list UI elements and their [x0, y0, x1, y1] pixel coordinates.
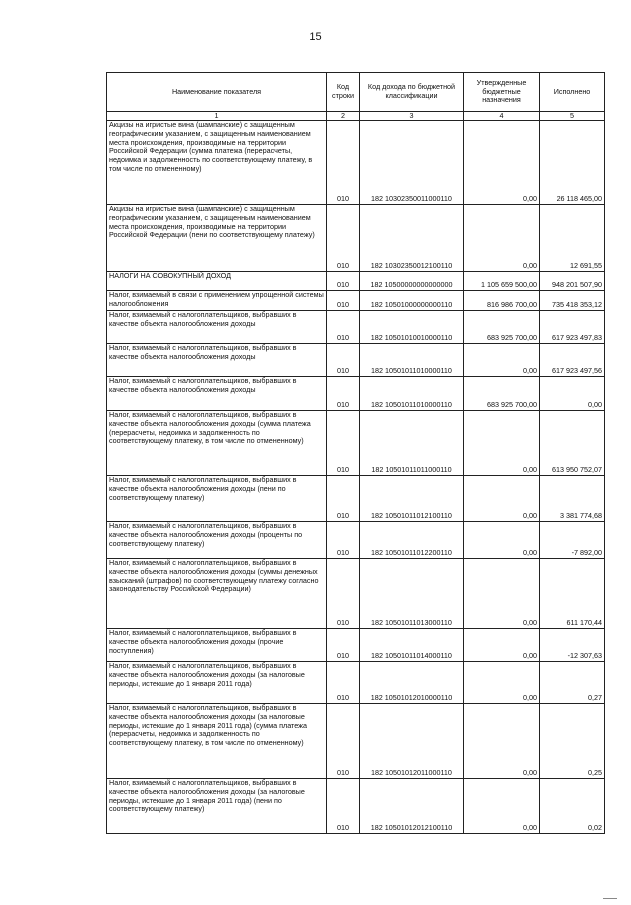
- executed-amount-cell: 26 118 465,00: [540, 121, 605, 205]
- table-row: [107, 344, 605, 377]
- approved-amount-cell: 0,00: [464, 662, 540, 704]
- executed-amount-cell: 617 923 497,83: [540, 311, 605, 344]
- approved-amount-cell: 816 986 700,00: [464, 291, 540, 311]
- executed-amount-cell: -12 307,63: [540, 629, 605, 662]
- revenue-code-cell: 182 10501012010000110: [360, 662, 464, 704]
- indicator-name-cell: Налог, взимаемый с налогоплательщиков, выбравших в качестве объекта налогообложения доходы (за налоговые периоды, истекшие до 1 января 2011 года) (сумма платежа (перерасчеты, недоимка и задолженность по соответствующему платежу, в том числе по отмененному): [107, 704, 327, 779]
- header-executed: Исполнено: [540, 73, 605, 112]
- revenue-code-cell: 182 10501010010000110: [360, 311, 464, 344]
- table-row: [107, 272, 605, 291]
- approved-amount-cell: 0,00: [464, 205, 540, 272]
- header-approved: Утвержденные бюджетные назначения: [464, 73, 540, 112]
- table-row: [107, 205, 605, 272]
- indicator-name-cell: Налог, взимаемый в связи с применением упрощенной системы налогообложения: [107, 291, 327, 311]
- revenue-code-cell: 182 10302350011000110: [360, 121, 464, 205]
- revenue-code-cell: 182 10501011014000110: [360, 629, 464, 662]
- revenue-code-cell: 182 10501012012100110: [360, 779, 464, 834]
- executed-amount-cell: 0,02: [540, 779, 605, 834]
- line-code-cell: 010: [327, 205, 360, 272]
- revenue-code-cell: 182 10501012011000110: [360, 704, 464, 779]
- table-row: [107, 121, 605, 205]
- executed-amount-cell: 3 381 774,68: [540, 476, 605, 522]
- line-code-cell: 010: [327, 121, 360, 205]
- indicator-name-cell: Налог, взимаемый с налогоплательщиков, выбравших в качестве объекта налогообложения доходы (за налоговые периоды, истекшие до 1 января 2011 года): [107, 662, 327, 704]
- table-header-row: [107, 73, 605, 112]
- line-code-cell: 010: [327, 476, 360, 522]
- line-code-cell: 010: [327, 344, 360, 377]
- line-code-cell: 010: [327, 559, 360, 629]
- approved-amount-cell: 0,00: [464, 629, 540, 662]
- revenue-code-cell: 182 10501011012100110: [360, 476, 464, 522]
- line-code-cell: 010: [327, 311, 360, 344]
- approved-amount-cell: 0,00: [464, 704, 540, 779]
- column-number: 3: [360, 112, 464, 121]
- header-line-code: Код строки: [327, 73, 360, 112]
- column-number: 5: [540, 112, 605, 121]
- executed-amount-cell: 611 170,44: [540, 559, 605, 629]
- line-code-cell: 010: [327, 272, 360, 291]
- approved-amount-cell: 0,00: [464, 121, 540, 205]
- revenue-code-cell: 182 10500000000000000: [360, 272, 464, 291]
- indicator-name-cell: Налог, взимаемый с налогоплательщиков, выбравших в качестве объекта налогообложения доходы (прочие поступления): [107, 629, 327, 662]
- table-row: [107, 559, 605, 629]
- table-row: [107, 476, 605, 522]
- executed-amount-cell: -7 892,00: [540, 522, 605, 559]
- indicator-name-cell: Налог, взимаемый с налогоплательщиков, выбравших в качестве объекта налогообложения доходы (суммы денежных взысканий (штрафов) по соответствующему платежу согласно законодательству Российской Федерации): [107, 559, 327, 629]
- line-code-cell: 010: [327, 704, 360, 779]
- table-row: [107, 629, 605, 662]
- indicator-name-cell: Налог, взимаемый с налогоплательщиков, выбравших в качестве объекта налогообложения доходы (проценты по соответствующему платежу): [107, 522, 327, 559]
- table-row: [107, 662, 605, 704]
- revenue-code-cell: 182 10501011012200110: [360, 522, 464, 559]
- line-code-cell: 010: [327, 377, 360, 411]
- line-code-cell: 010: [327, 662, 360, 704]
- approved-amount-cell: 0,00: [464, 411, 540, 476]
- approved-amount-cell: 0,00: [464, 559, 540, 629]
- approved-amount-cell: 0,00: [464, 344, 540, 377]
- executed-amount-cell: 0,00: [540, 377, 605, 411]
- executed-amount-cell: 12 691,55: [540, 205, 605, 272]
- indicator-name-cell: НАЛОГИ НА СОВОКУПНЫЙ ДОХОД: [107, 272, 327, 291]
- approved-amount-cell: 683 925 700,00: [464, 311, 540, 344]
- revenue-code-cell: 182 10302350012100110: [360, 205, 464, 272]
- executed-amount-cell: 735 418 353,12: [540, 291, 605, 311]
- approved-amount-cell: 683 925 700,00: [464, 377, 540, 411]
- revenue-code-cell: 182 10501000000000110: [360, 291, 464, 311]
- indicator-name-cell: Налог, взимаемый с налогоплательщиков, выбравших в качестве объекта налогообложения доходы: [107, 344, 327, 377]
- executed-amount-cell: 0,25: [540, 704, 605, 779]
- approved-amount-cell: 0,00: [464, 779, 540, 834]
- line-code-cell: 010: [327, 411, 360, 476]
- indicator-name-cell: Акцизы на игристые вина (шампанские) с защищенным географическим указанием, с защищенным наименованием места происхождения, производимые на территории Российской Федерации (сумма платежа (перерасчеты, недоимка и задолженность по соответствующему платежу, в том числе по отмененному): [107, 121, 327, 205]
- executed-amount-cell: 613 950 752,07: [540, 411, 605, 476]
- indicator-name-cell: Налог, взимаемый с налогоплательщиков, выбравших в качестве объекта налогообложения доходы: [107, 311, 327, 344]
- approved-amount-cell: 0,00: [464, 522, 540, 559]
- line-code-cell: 010: [327, 629, 360, 662]
- table-row: [107, 411, 605, 476]
- indicator-name-cell: Налог, взимаемый с налогоплательщиков, выбравших в качестве объекта налогообложения доходы (сумма платежа (перерасчеты, недоимка и задолженность по соответствующему платежу, в том числе по отмененному): [107, 411, 327, 476]
- table-row: [107, 779, 605, 834]
- table-row: [107, 291, 605, 311]
- executed-amount-cell: 617 923 497,56: [540, 344, 605, 377]
- budget-execution-table: [106, 72, 605, 834]
- table-row: [107, 377, 605, 411]
- revenue-code-cell: 182 10501011011000110: [360, 411, 464, 476]
- line-code-cell: 010: [327, 291, 360, 311]
- table-row: [107, 704, 605, 779]
- indicator-name-cell: Налог, взимаемый с налогоплательщиков, выбравших в качестве объекта налогообложения доходы (за налоговые периоды, истекшие до 1 января 2011 года) (пени по соответствующему платежу): [107, 779, 327, 834]
- page-number: 15: [309, 31, 322, 43]
- revenue-code-cell: 182 10501011013000110: [360, 559, 464, 629]
- scan-artifact: [603, 898, 617, 899]
- executed-amount-cell: 948 201 507,90: [540, 272, 605, 291]
- indicator-name-cell: Налог, взимаемый с налогоплательщиков, выбравших в качестве объекта налогообложения доходы: [107, 377, 327, 411]
- revenue-code-cell: 182 10501011010000110: [360, 344, 464, 377]
- indicator-name-cell: Акцизы на игристые вина (шампанские) с защищенным географическим указанием, с защищенным наименованием места происхождения, производимые на территории Российской Федерации (пени по соответствующему платежу): [107, 205, 327, 272]
- line-code-cell: 010: [327, 522, 360, 559]
- approved-amount-cell: 0,00: [464, 476, 540, 522]
- line-code-cell: 010: [327, 779, 360, 834]
- column-number: 4: [464, 112, 540, 121]
- header-revenue-code: Код дохода по бюджетной классификации: [360, 73, 464, 112]
- column-number: 1: [107, 112, 327, 121]
- table-row: [107, 522, 605, 559]
- table-row: [107, 311, 605, 344]
- header-indicator-name: Наименование показателя: [107, 73, 327, 112]
- indicator-name-cell: Налог, взимаемый с налогоплательщиков, выбравших в качестве объекта налогообложения доходы (пени по соответствующему платежу): [107, 476, 327, 522]
- approved-amount-cell: 1 105 659 500,00: [464, 272, 540, 291]
- revenue-code-cell: 182 10501011010000110: [360, 377, 464, 411]
- column-number: 2: [327, 112, 360, 121]
- executed-amount-cell: 0,27: [540, 662, 605, 704]
